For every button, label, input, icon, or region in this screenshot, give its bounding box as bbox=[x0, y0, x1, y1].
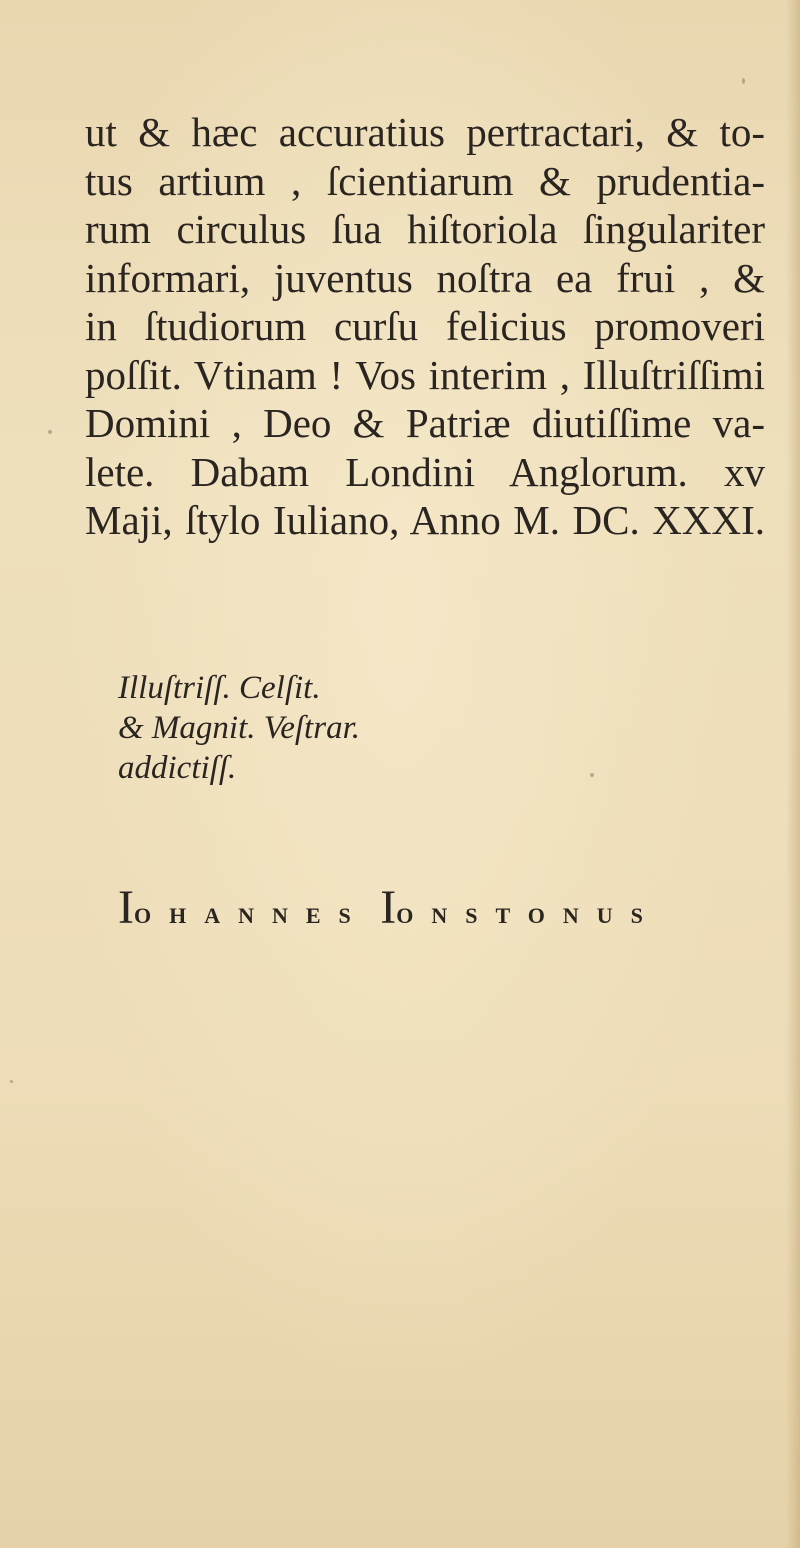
closing-line-2: & Magnit. Veſtrar. bbox=[118, 710, 361, 746]
paper-speck bbox=[48, 430, 52, 434]
page-edge-shadow bbox=[786, 0, 800, 1548]
text-line-8: lete. Dabam Londini Anglorum. xv bbox=[85, 448, 765, 495]
paper-speck bbox=[590, 773, 594, 777]
paper-speck bbox=[742, 78, 745, 84]
text-line-5: in ſtudiorum curſu felicius promoveri bbox=[85, 303, 765, 349]
text-line-9: Maji, ſtylo Iuliano, Anno M. DC. XXXI. bbox=[85, 497, 765, 543]
closing-line-3: addictiſſ. bbox=[118, 750, 237, 786]
text-line-7: Domini , Deo & Patriæ diutiſſime va- bbox=[85, 400, 765, 446]
paper-speck bbox=[10, 1080, 13, 1083]
signature-first-initial: I bbox=[118, 881, 134, 934]
text-line-1: ut & hæc accuratius pertractari, & to- bbox=[85, 109, 765, 155]
signature-last-name: ONSTONUS bbox=[396, 903, 661, 928]
closing-line-1: Illuſtriſſ. Celſit. bbox=[118, 670, 321, 706]
text-line-6: poſſit. Vtinam ! Vos interim , Illuſtriſſimi bbox=[85, 351, 765, 398]
text-line-4: informari, juventus noſtra ea frui , & bbox=[85, 254, 765, 301]
signature-last-initial: I bbox=[380, 881, 397, 934]
closing-salutation bbox=[118, 668, 360, 788]
signature bbox=[118, 880, 798, 935]
signature-first-name: OHANNES bbox=[133, 903, 369, 928]
text-line-3: rum circulus ſua hiſtoriola ſingulariter bbox=[85, 206, 765, 252]
body-text bbox=[85, 108, 765, 545]
text-line-2: tus artium , ſcientiarum & prudentia- bbox=[85, 157, 765, 204]
